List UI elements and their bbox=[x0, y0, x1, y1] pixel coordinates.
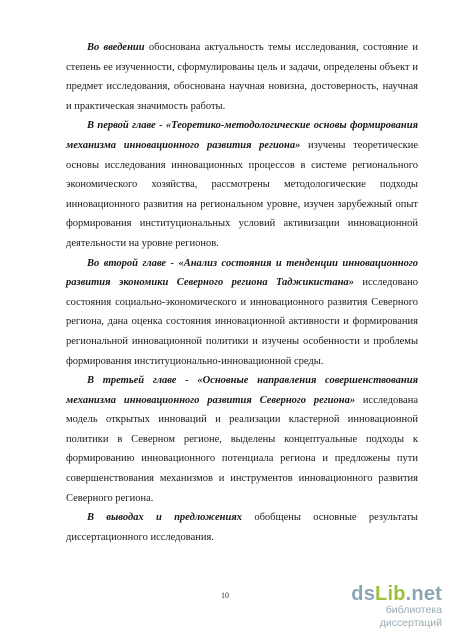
dslib-watermark[interactable] bbox=[324, 584, 442, 630]
paragraph-lead: В выводах и предложениях bbox=[87, 512, 243, 524]
paragraph-lead: В третьей главе - «Основные направления совершенствования механизма инновационного развития Северного региона» bbox=[66, 375, 418, 406]
paragraph-text: исследовано состояния социально-экономического и инновационного развития Северного региона, дана оценка состояния инновационной активности и формирования региональной инновационной политики и изучены особенности и проблемы формирования институционально-инновационной среды. bbox=[66, 277, 418, 367]
paragraph-chapter-2 bbox=[66, 254, 418, 372]
paragraph-lead: Во введении bbox=[87, 42, 145, 53]
dslib-logo bbox=[324, 584, 442, 604]
page-number: 10 bbox=[221, 591, 229, 600]
paragraph-text: исследована модель открытых инноваций и реализации кластерной инновационной политики в Северном регионе, выделены концептуальные подходы к формированию инновационного потенциала региона и предложены пути совершенствования механизмов и инструментов инновационного развития Северного региона. bbox=[66, 394, 418, 504]
watermark-subtitle: библиотека диссертаций bbox=[379, 604, 442, 629]
paragraph-conclusions bbox=[66, 508, 418, 547]
paragraph-introduction bbox=[66, 38, 418, 116]
paragraph-chapter-1 bbox=[66, 116, 418, 253]
body-text bbox=[66, 38, 418, 547]
paragraph-chapter-3 bbox=[66, 371, 418, 508]
paragraph-text: обобщены основные результаты диссертационного исследования. bbox=[66, 512, 418, 543]
paragraph-text: обоснована актуальность темы исследования, состояние и степень ее изученности, сформулированы цель и задачи, определены объект и предмет исследования, обоснована научная новизна, достоверность, научная и практическая значимость работы. bbox=[66, 42, 418, 112]
logo-net: .net bbox=[405, 583, 442, 605]
paragraph-text: изучены теоретические основы исследования инновационных процессов в системе регионального экономического хозяйства, рассмотрены методологические подходы инновационного развития на региональном уровне, изучен зарубежный опыт формирования институциональных условий активизации инновационной деятельности на уровне регионов. bbox=[66, 139, 418, 249]
logo-ds: ds bbox=[351, 583, 376, 605]
logo-lib: Lib bbox=[375, 583, 406, 605]
paragraph-lead: В первой главе - «Теоретико-методологические основы формирования механизма инновационного развития региона» bbox=[66, 120, 418, 151]
paragraph-lead: Во второй главе - «Анализ состояния и тенденции инновационного развития экономики Северного региона Таджикистана» bbox=[66, 257, 418, 289]
